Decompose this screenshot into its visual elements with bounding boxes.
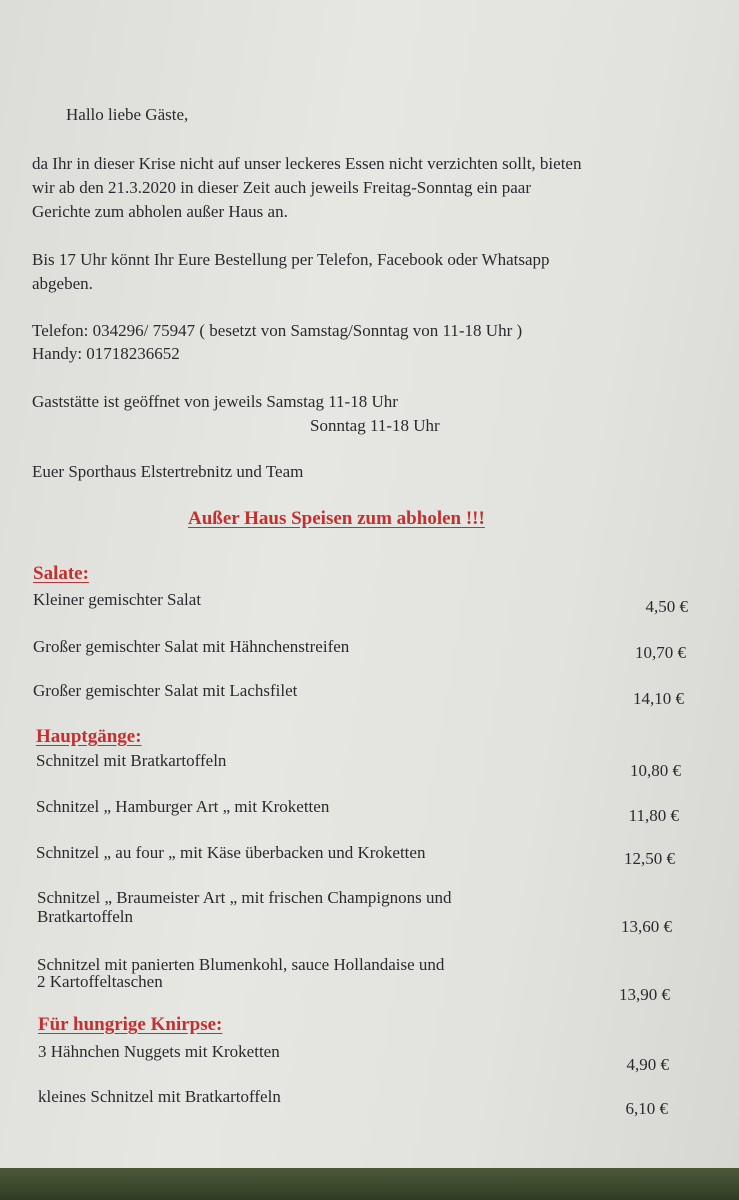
menu-item-name-continued: Bratkartoffeln <box>37 907 133 926</box>
menu-item-price: 14,10 € <box>633 689 684 708</box>
section-title-salate: Salate: <box>33 563 89 584</box>
hours-line-2: Sonntag 11-18 Uhr <box>310 416 440 435</box>
menu-item-price: 11,80 € <box>628 806 679 825</box>
menu-item-name: Großer gemischter Salat mit Hähnchenstreifen <box>33 637 350 656</box>
menu-item-name: Kleiner gemischter Salat <box>33 590 202 609</box>
menu-item-name: Schnitzel „ Hamburger Art „ mit Kroketten <box>36 797 330 816</box>
phone-line: Telefon: 034296/ 75947 ( besetzt von Samstag/Sonntag von 11-18 Uhr ) <box>32 321 523 340</box>
mobile-line: Handy: 01718236652 <box>32 344 180 363</box>
menu-item-name: Schnitzel mit panierten Blumenkohl, sauce Hollandaise und <box>37 955 445 974</box>
intro-line-2: wir ab den 21.3.2020 in dieser Zeit auch jeweils Freitag-Sonntag ein paar <box>32 178 531 197</box>
order-line-2: abgeben. <box>32 274 93 293</box>
menu-item-name: Schnitzel „ au four „ mit Käse überbacken und Kroketten <box>36 843 426 862</box>
menu-item-price: 10,80 € <box>630 761 681 780</box>
hours-line-1: Gaststätte ist geöffnet von jeweils Samstag 11-18 Uhr <box>32 392 398 411</box>
menu-item-name: kleines Schnitzel mit Bratkartoffeln <box>38 1087 281 1106</box>
section-title-hauptgaenge: Hauptgänge: <box>36 726 142 747</box>
signature: Euer Sporthaus Elstertrebnitz und Team <box>32 462 304 481</box>
greeting: Hallo liebe Gäste, <box>66 105 189 124</box>
menu-item-name-continued: 2 Kartoffeltaschen <box>37 972 163 991</box>
menu-item-name: 3 Hähnchen Nuggets mit Kroketten <box>38 1042 280 1061</box>
menu-item-price: 13,60 € <box>621 917 672 936</box>
menu-item-price: 12,50 € <box>624 849 675 868</box>
menu-item-name: Schnitzel „ Braumeister Art „ mit frischen Champignons und <box>37 888 452 907</box>
menu-item-price: 4,90 € <box>626 1055 669 1074</box>
intro-line-3: Gerichte zum abholen außer Haus an. <box>32 202 288 221</box>
menu-item-price: 13,90 € <box>619 985 670 1004</box>
background-surface <box>0 1168 739 1200</box>
intro-line-1: da Ihr in dieser Krise nicht auf unser leckeres Essen nicht verzichten sollt, bieten <box>32 154 582 173</box>
menu-title: Außer Haus Speisen zum abholen !!! <box>188 508 485 529</box>
menu-item-price: 10,70 € <box>635 643 686 662</box>
menu-item-price: 6,10 € <box>625 1099 668 1118</box>
section-title-knirpse: Für hungrige Knirpse: <box>38 1014 223 1035</box>
order-line-1: Bis 17 Uhr könnt Ihr Eure Bestellung per Telefon, Facebook oder Whatsapp <box>32 250 550 269</box>
menu-item-name: Großer gemischter Salat mit Lachsfilet <box>33 681 298 700</box>
menu-item-name: Schnitzel mit Bratkartoffeln <box>36 751 227 770</box>
menu-item-price: 4,50 € <box>645 597 688 616</box>
